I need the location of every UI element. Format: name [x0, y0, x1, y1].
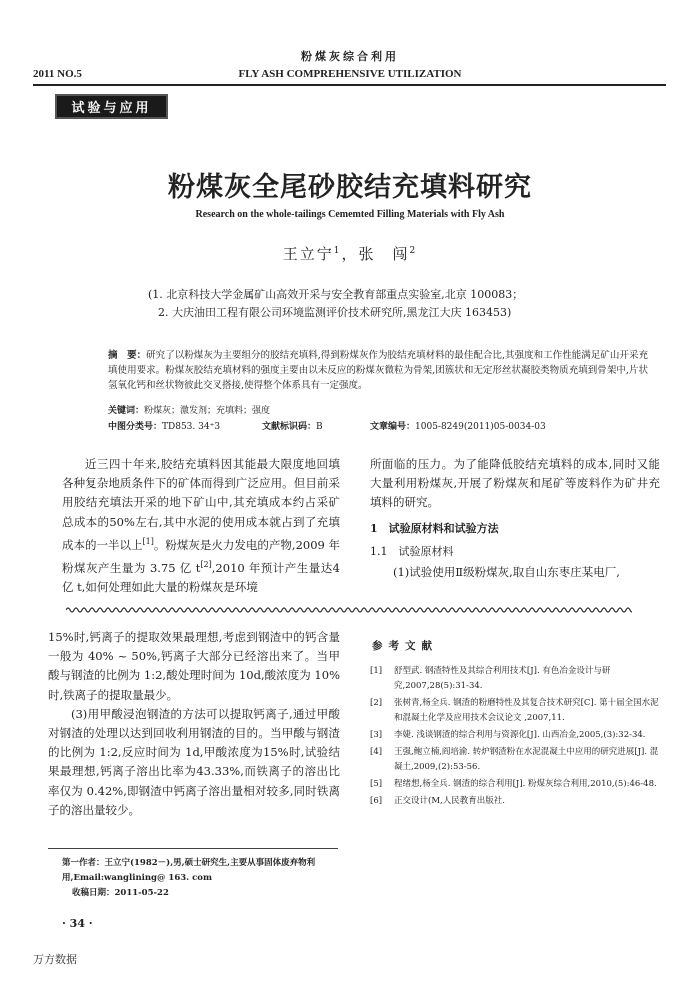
footnote-received: 收稿日期：2011-05-22: [72, 888, 169, 898]
author-sep: ，: [341, 245, 359, 263]
materials-paragraph: (1)试验使用Ⅱ级粉煤灰,取自山东枣庄某电厂,: [393, 565, 620, 580]
footnote-rule: [48, 848, 338, 849]
section-1-1-heading: 1.1 试验原材料: [370, 544, 454, 558]
art-label: 文章编号：: [370, 422, 416, 432]
reference-number: [6]: [370, 796, 383, 806]
journal-name-cn: 粉煤灰综合利用: [301, 50, 399, 63]
reference-item: [370, 664, 660, 694]
clc-label: 中图分类号：: [108, 422, 163, 432]
reference-number: [4]: [370, 747, 383, 757]
reference-text: 李婕. 浅谈钢渣的综合利用与资源化[J]. 山西冶金,2005,(3):32-34.: [394, 730, 646, 740]
clc-number: [108, 420, 220, 434]
art-value: 1005-8249(2011)05-0034-03: [415, 422, 546, 432]
reference-item: [370, 794, 660, 809]
abstract-label: 摘 要：: [108, 350, 147, 361]
intro-text-1: 近三四十年来,胶结充填料因其能最大限度地回填各种复杂地质条件下的矿体而得到广泛应用。但目前采用胶结充填法开采的地下矿山中,其充填成本约占采矿总成本的50%左右,其中水泥的使用成本就占到了充填成本的一半以上: [62, 457, 340, 552]
keywords-label: 关键词：: [108, 406, 145, 416]
abstract-text: 研究了以粉煤灰为主要组分的胶结充填料,得到粉煤灰作为胶结充填材料的最佳配合比,其强度和工作性能满足矿山开采充填使用要求。粉煤灰胶结充填材料的强度主要由以未反应的粉煤灰微粒为骨架,团簇状和无定形丝状凝胶类物质充填到骨架中,片状氢氧化钙和丝状物彼此交叉搭接,使得整个体系具有一定强度。: [108, 350, 648, 391]
issue-number: 2011 NO.5: [33, 68, 82, 80]
doc-value: B: [316, 422, 323, 432]
author-1-sup: 1: [333, 246, 342, 256]
reference-number: [2]: [370, 698, 383, 708]
doc-code: [262, 420, 323, 434]
intro-text-2: 。粉煤灰是火力发电的产物,2009 年粉煤灰产生量为 3.75 亿 t: [62, 537, 341, 575]
author-2-sup: 2: [409, 246, 418, 256]
reference-item: [370, 696, 660, 726]
conclusion-paragraph-2: (3)用甲酸浸泡钢渣的方法可以提取钙离子,通过甲酸对钢渣的处理以达到回收利用钢渣的目的。当甲酸与钢渣的比例为 1:2,反应时间为 1d,甲酸浓度为15%时,试验结果最理想,钙离子溶出比率为43.33%,而铁离子的溶出比率仅为 0.42%,即钢渣中钙离子溶出量相对较多,同时铁离子的溶出量较少。: [48, 706, 340, 817]
reference-text: 王强,鲍立楠,阎培渝. 转炉钢渣粉在水泥混凝土中应用的研究进展[J]. 混凝土,2009,(2):53-56.: [394, 747, 659, 772]
intro-paragraph: [62, 455, 340, 597]
footnote: [62, 856, 352, 901]
conclusion-text: [48, 628, 340, 820]
citation-2[interactable]: [2]: [200, 559, 212, 569]
reference-number: [3]: [370, 730, 383, 740]
doc-label: 文献标识码：: [262, 422, 317, 432]
reference-item: [370, 745, 660, 775]
journal-name-en: FLY ASH COMPREHENSIVE UTILIZATION: [238, 68, 462, 80]
author-2: 张 闯: [358, 245, 410, 263]
keywords: [108, 404, 270, 418]
abstract: [88, 348, 648, 393]
intro-continued: 所面临的压力。为了能降低胶结充填料的成本,同时又能大量利用粉煤灰,开展了粉煤灰和尾矿等废料作为矿井充填料的研究。: [370, 457, 660, 510]
intro-left-column: [62, 455, 340, 597]
reference-item: [370, 777, 660, 792]
article-title-en: Research on the whole-tailings Cememted Filling Materials with Fly Ash: [195, 209, 505, 220]
section-1-heading: 1 试验原材料和试验方法: [370, 521, 499, 535]
references-list: [370, 664, 660, 811]
reference-text: 舒型武. 钢渣特性及其综合利用技术[J]. 有色冶金设计与研究,2007,28(5):31-34.: [394, 666, 611, 691]
header-rule: [33, 84, 666, 86]
page-divider-wave: [66, 605, 632, 615]
affiliation-2: 2. 大庆油田工程有限公司环境监测评价技术研究所,黑龙江大庆 163453): [158, 306, 512, 319]
article-title: 粉煤灰全尾砂胶结充填料研究: [168, 172, 532, 203]
author-1: 王立宁: [282, 245, 334, 263]
affiliation-1: (1. 北京科技大学金属矿山高效开采与安全教育部重点实验室,北京 100083；: [148, 288, 524, 301]
author-line: [0, 243, 700, 264]
watermark: 万方数据: [33, 953, 77, 966]
reference-number: [5]: [370, 779, 383, 789]
intro-right-column: [370, 455, 660, 582]
reference-text: 正交设计(M,人民教育出版社.: [394, 796, 505, 806]
footnote-author: 第一作者：王立宁(1982－),男,硕士研究生,主要从事固体废弃物利用,Email:wanglining@ 163. com: [62, 858, 316, 883]
references-title: 参考文献: [372, 640, 438, 652]
section-tag: 试验与应用: [55, 94, 168, 119]
intro-text-3: ,2010 年预计产生量达4 亿 t,如何处理如此大量的粉煤灰是环境: [62, 560, 340, 594]
keywords-text: 粉煤灰；激发剂；充填料；强度: [144, 406, 271, 416]
article-number: [370, 420, 546, 434]
reference-text: 张树青,杨全兵. 钢渣的粉磨特性及其复合技术研究[C]. 第十届全国水泥和混凝土化学及应用技术会议论文 ,2007,11.: [394, 698, 659, 723]
citation-1[interactable]: [1]: [142, 536, 154, 546]
reference-number: [1]: [370, 666, 383, 676]
page-number: · 34 ·: [62, 917, 93, 930]
conclusion-paragraph-1: 15%时,钙离子的提取效果最理想,考虑到钢渣中的钙含量一般为 40% ~ 50%,钙离子大部分已经溶出来了。当甲酸与钢渣的比例为 1:2,酸处理时间为 10d,酸浓度为 10%时,铁离子的提取量最少。: [48, 630, 340, 702]
reference-text: 程绪想,杨全兵. 钢渣的综合利用[J]. 粉煤灰综合利用,2010,(5):46-48.: [394, 779, 657, 789]
reference-item: [370, 728, 660, 743]
clc-value: TD853. 34⁺3: [162, 422, 221, 432]
